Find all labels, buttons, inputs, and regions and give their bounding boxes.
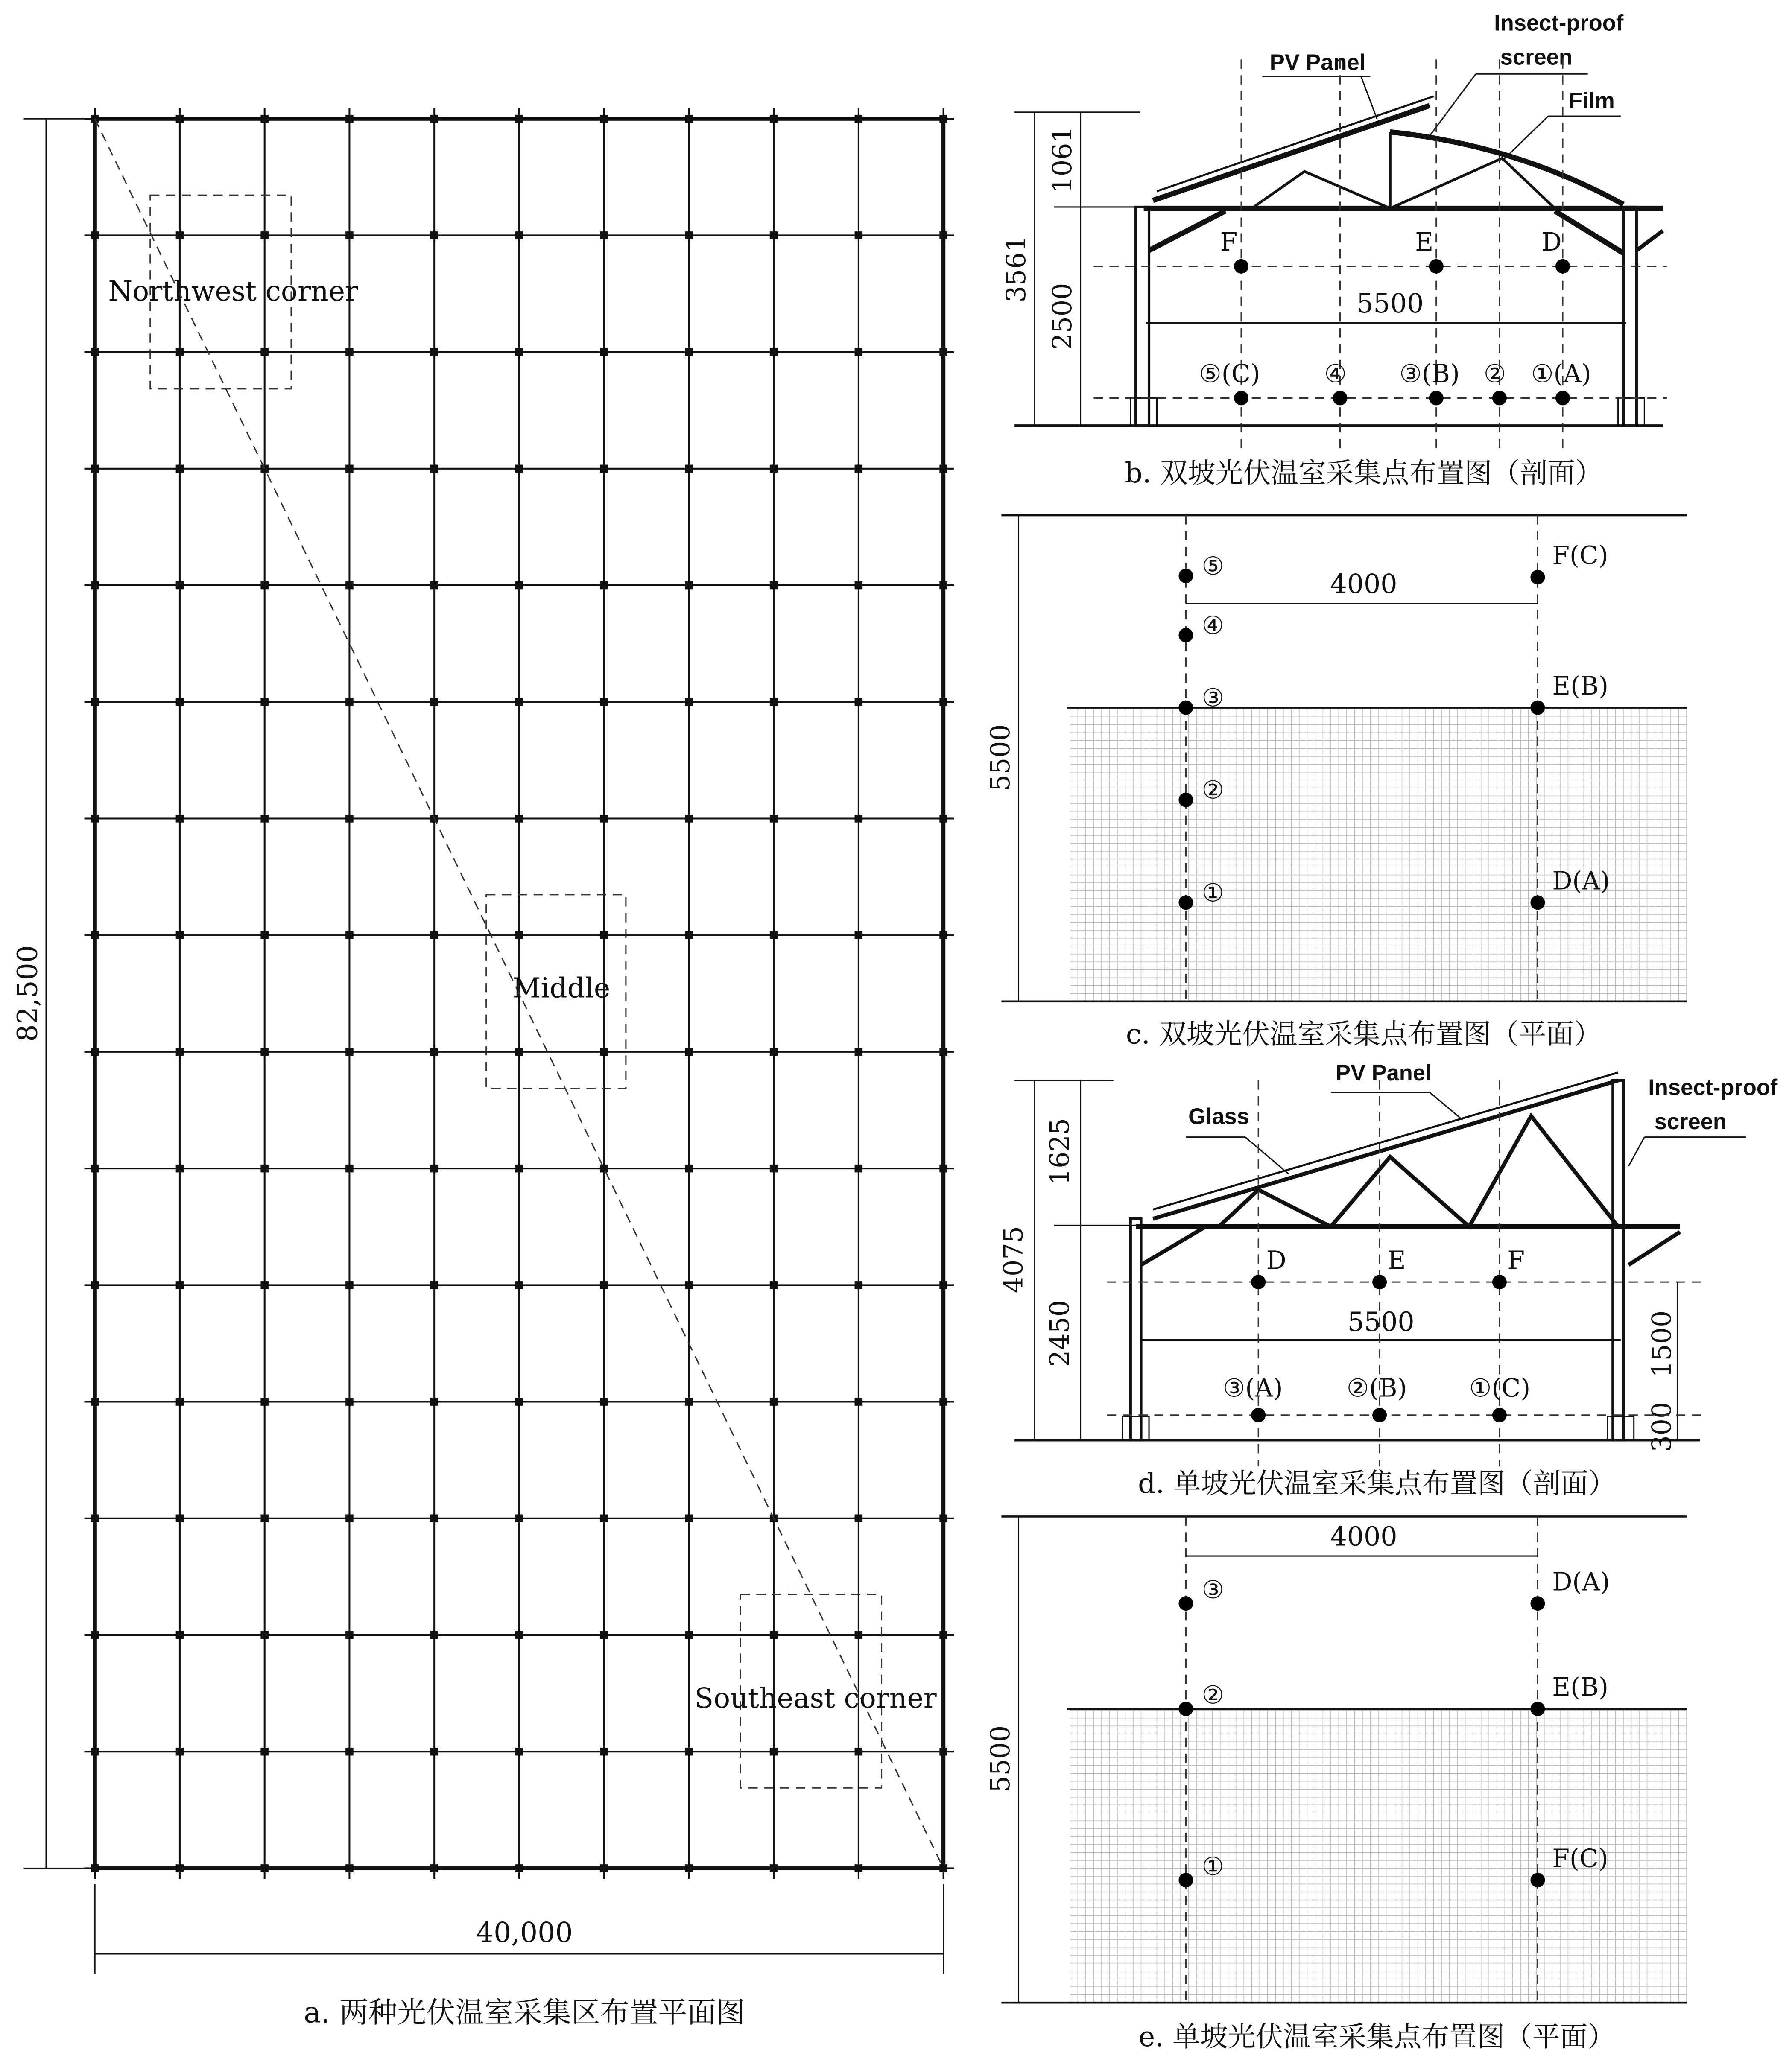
- sampling-point: [1178, 895, 1193, 910]
- panel-b-section: [1001, 11, 1667, 489]
- right-point-label: F(C): [1552, 1844, 1608, 1873]
- column-post: [685, 581, 693, 590]
- column-post: [176, 1281, 184, 1289]
- column-post: [260, 1048, 269, 1056]
- column-post: [600, 815, 608, 823]
- sampling-point: [1333, 391, 1348, 405]
- dim-width-label: 40,000: [476, 1917, 573, 1949]
- sampling-point: [1492, 391, 1507, 405]
- pv-panel-label: PV Panel: [1269, 50, 1366, 75]
- column-post: [260, 1515, 269, 1523]
- callouts-d: [1186, 1061, 1777, 1174]
- column-post: [176, 1631, 184, 1639]
- column-post: [345, 348, 354, 356]
- column-post: [345, 465, 354, 473]
- sampling-point: [1178, 1702, 1193, 1716]
- column-post: [770, 698, 778, 706]
- column-post: [685, 1748, 693, 1756]
- sampling-point: [1429, 391, 1444, 405]
- column-post: [515, 231, 523, 239]
- column-post: [855, 1281, 863, 1289]
- column-post: [260, 1748, 269, 1756]
- right-point-label: F(C): [1552, 541, 1608, 570]
- upper-point-label: D: [1541, 227, 1562, 257]
- column-post: [600, 1048, 608, 1056]
- lower-point-label: ③(B): [1399, 359, 1460, 388]
- sampling-point: [1234, 259, 1248, 274]
- lower-point-label: ②(B): [1346, 1373, 1407, 1403]
- sampling-point: [1530, 895, 1545, 910]
- pv-panel-label-d: PV Panel: [1336, 1060, 1432, 1086]
- sampling-point: [1530, 1873, 1545, 1887]
- column-post: [855, 231, 863, 239]
- column-post: [515, 698, 523, 706]
- column-post: [176, 931, 184, 939]
- column-post: [685, 1048, 693, 1056]
- planting-area-hatch: [1070, 709, 1687, 1001]
- column-post: [176, 1048, 184, 1056]
- sampling-point: [1372, 1408, 1387, 1422]
- column-post: [430, 1748, 438, 1756]
- insect-screen-label-2: screen: [1500, 45, 1573, 70]
- column-post: [260, 815, 269, 823]
- column-post: [260, 698, 269, 706]
- column-post: [345, 1048, 354, 1056]
- sampling-point: [1178, 793, 1193, 807]
- glass-label: Glass: [1188, 1104, 1250, 1129]
- column-post: [260, 465, 269, 473]
- column-post: [600, 698, 608, 706]
- sampling-point: [1555, 259, 1570, 274]
- column-post: [600, 1398, 608, 1406]
- dim-width: [95, 1884, 943, 1974]
- column-post: [176, 1398, 184, 1406]
- column-post: [176, 1748, 184, 1756]
- column-post: [430, 465, 438, 473]
- column-post: [770, 1281, 778, 1289]
- column-post: [260, 1398, 269, 1406]
- lower-point-label: ①(A): [1531, 359, 1591, 388]
- insect-screen-label-d2: screen: [1654, 1109, 1727, 1135]
- lower-point-label: ②: [1483, 359, 1506, 388]
- column-post: [430, 1398, 438, 1406]
- column-post: [515, 815, 523, 823]
- column-post: [515, 1515, 523, 1523]
- insect-screen-label-d1: Insect-proof: [1648, 1075, 1778, 1100]
- column-post: [855, 348, 863, 356]
- column-post: [430, 1631, 438, 1639]
- right-point-label: D(A): [1552, 1567, 1610, 1597]
- lower-point-label: ⑤(C): [1199, 359, 1260, 388]
- dim-total: 3561: [1000, 235, 1032, 303]
- right-point-label: D(A): [1552, 866, 1610, 896]
- left-point-label: ④: [1201, 610, 1225, 640]
- upper-point-label: F: [1220, 227, 1238, 257]
- dim-lower-d: 2450: [1044, 1299, 1075, 1367]
- column-post: [430, 1165, 438, 1173]
- column-post: [685, 1165, 693, 1173]
- column-post: [855, 1748, 863, 1756]
- column-post: [515, 1748, 523, 1756]
- dim-300: 300: [1646, 1401, 1678, 1452]
- caption-d: d. 单坡光伏温室采集点布置图（剖面）: [1138, 1467, 1616, 1500]
- dim-upper: 1061: [1047, 126, 1078, 193]
- column-post: [515, 1165, 523, 1173]
- sampling-point: [1530, 701, 1545, 715]
- column-post: [600, 1748, 608, 1756]
- column-post: [770, 1165, 778, 1173]
- column-post: [770, 231, 778, 239]
- column-post: [685, 1281, 693, 1289]
- upper-point-label: F: [1507, 1246, 1525, 1275]
- column-post: [855, 1515, 863, 1523]
- column-post: [260, 1281, 269, 1289]
- column-post: [685, 348, 693, 356]
- column-post: [600, 931, 608, 939]
- column-post: [770, 815, 778, 823]
- left-point-label: ⑤: [1201, 551, 1225, 581]
- column-post: [260, 348, 269, 356]
- column-post: [345, 231, 354, 239]
- sampling-point: [1234, 391, 1248, 405]
- column-post: [176, 815, 184, 823]
- column-post: [685, 931, 693, 939]
- panel-a-plan: [12, 108, 954, 2029]
- column-post: [770, 348, 778, 356]
- lower-point-label: ③(A): [1222, 1373, 1283, 1403]
- insect-screen-label-1: Insect-proof: [1494, 11, 1624, 36]
- zone-middle-label: Middle: [512, 972, 611, 1004]
- sampling-point: [1530, 1702, 1545, 1716]
- column-post: [345, 1165, 354, 1173]
- column-post: [430, 1048, 438, 1056]
- column-post: [855, 1165, 863, 1173]
- sampling-point: [1178, 701, 1193, 715]
- caption-a: a. 两种光伏温室采集区布置平面图: [304, 1996, 745, 2030]
- upper-point-label: D: [1266, 1246, 1286, 1275]
- column-post: [176, 698, 184, 706]
- column-post: [176, 231, 184, 239]
- span-label-d: 5500: [1347, 1306, 1415, 1337]
- caption-c: c. 双坡光伏温室采集点布置图（平面）: [1125, 1018, 1602, 1051]
- column-post: [176, 1165, 184, 1173]
- span-label: 5500: [1356, 288, 1424, 319]
- zone-southeast-label: Southeast corner: [694, 1682, 937, 1714]
- column-post: [685, 465, 693, 473]
- column-post: [600, 348, 608, 356]
- column-post: [430, 931, 438, 939]
- column-post: [345, 1281, 354, 1289]
- left-point-label: ②: [1201, 1680, 1225, 1710]
- column-post: [515, 1398, 523, 1406]
- dim-lower: 2500: [1047, 283, 1078, 350]
- dim-width-c: 4000: [1330, 569, 1397, 600]
- column-post: [345, 581, 354, 590]
- column-post: [600, 231, 608, 239]
- column-post: [260, 931, 269, 939]
- column-post: [855, 581, 863, 590]
- column-post: [770, 465, 778, 473]
- left-point-label: ②: [1201, 775, 1225, 805]
- zone-northwest-label: Northwest corner: [108, 275, 358, 308]
- column-post: [430, 1515, 438, 1523]
- dim-total-d: 4075: [998, 1226, 1029, 1293]
- column-post: [855, 698, 863, 706]
- lower-point-label: ①(C): [1469, 1373, 1531, 1403]
- column-post: [855, 815, 863, 823]
- sampling-point: [1251, 1275, 1266, 1289]
- column-post: [345, 931, 354, 939]
- column-post: [345, 1748, 354, 1756]
- column-post: [515, 1281, 523, 1289]
- column-post: [430, 1281, 438, 1289]
- column-post: [600, 1165, 608, 1173]
- caption-e: e. 单坡光伏温室采集点布置图（平面）: [1138, 2021, 1616, 2053]
- column-post: [770, 1631, 778, 1639]
- left-point-label: ③: [1201, 683, 1225, 712]
- column-post: [345, 1515, 354, 1523]
- column-post: [430, 581, 438, 590]
- sampling-point: [1251, 1408, 1266, 1422]
- column-post: [685, 1631, 693, 1639]
- column-post: [855, 1398, 863, 1406]
- sampling-point: [1178, 569, 1193, 583]
- column-post: [260, 1165, 269, 1173]
- column-post: [770, 1048, 778, 1056]
- dim-upper-d: 1625: [1044, 1118, 1075, 1185]
- column-post: [685, 231, 693, 239]
- panel-c-plan: [985, 515, 1687, 1050]
- sampling-point: [1178, 1873, 1193, 1887]
- left-point-label: ①: [1201, 1851, 1225, 1881]
- column-post: [345, 815, 354, 823]
- dim-width-e: 4000: [1330, 1521, 1397, 1552]
- column-post: [600, 465, 608, 473]
- upper-point-label: E: [1415, 227, 1434, 257]
- sampling-point: [1372, 1275, 1387, 1289]
- lower-point-label: ④: [1324, 359, 1347, 388]
- panel-e-plan: [985, 1516, 1687, 2053]
- column-post: [855, 1631, 863, 1639]
- column-post: [260, 1631, 269, 1639]
- column-post: [600, 1515, 608, 1523]
- column-post: [430, 348, 438, 356]
- column-post: [515, 581, 523, 590]
- column-post: [515, 465, 523, 473]
- column-post: [685, 698, 693, 706]
- column-post: [600, 1281, 608, 1289]
- sampling-point: [1530, 570, 1545, 584]
- panel-d-section: [998, 1061, 1778, 1500]
- sampling-point: [1555, 391, 1570, 405]
- right-point-label: E(B): [1552, 1673, 1608, 1702]
- dim-height: [12, 119, 95, 1868]
- column-post: [345, 1631, 354, 1639]
- dim-height-label: 82,500: [12, 945, 44, 1042]
- column-post: [685, 1515, 693, 1523]
- column-post: [515, 1631, 523, 1639]
- column-post: [345, 1398, 354, 1406]
- column-post: [430, 231, 438, 239]
- column-post: [515, 931, 523, 939]
- upper-point-label: E: [1387, 1246, 1406, 1275]
- column-post: [176, 465, 184, 473]
- column-post: [345, 698, 354, 706]
- caption-b: b. 双坡光伏温室采集点布置图（剖面）: [1125, 457, 1603, 489]
- sampling-point: [1178, 628, 1193, 642]
- left-point-label: ①: [1201, 878, 1225, 908]
- column-post: [600, 1631, 608, 1639]
- sampling-point: [1492, 1275, 1507, 1289]
- column-post: [855, 1048, 863, 1056]
- column-post: [770, 1398, 778, 1406]
- film-label: Film: [1569, 88, 1615, 114]
- column-post: [515, 1048, 523, 1056]
- column-post: [515, 348, 523, 356]
- column-post: [260, 231, 269, 239]
- left-point-label: ③: [1201, 1575, 1225, 1604]
- column-post: [685, 1398, 693, 1406]
- column-post: [176, 1515, 184, 1523]
- column-post: [855, 465, 863, 473]
- column-post: [685, 815, 693, 823]
- right-point-label: E(B): [1552, 671, 1608, 701]
- sampling-point: [1429, 259, 1444, 274]
- sampling-point: [1492, 1408, 1507, 1422]
- column-post: [855, 931, 863, 939]
- column-post: [600, 581, 608, 590]
- column-post: [176, 348, 184, 356]
- column-post: [430, 698, 438, 706]
- column-post: [260, 581, 269, 590]
- sampling-point: [1530, 1596, 1545, 1611]
- column-post: [770, 931, 778, 939]
- dim-height-e: 5500: [985, 1725, 1016, 1793]
- dim-1500: 1500: [1646, 1310, 1678, 1378]
- column-post: [770, 1748, 778, 1756]
- column-post: [176, 581, 184, 590]
- column-post: [770, 581, 778, 590]
- dim-height-c: 5500: [985, 724, 1016, 791]
- sampling-point: [1178, 1596, 1193, 1611]
